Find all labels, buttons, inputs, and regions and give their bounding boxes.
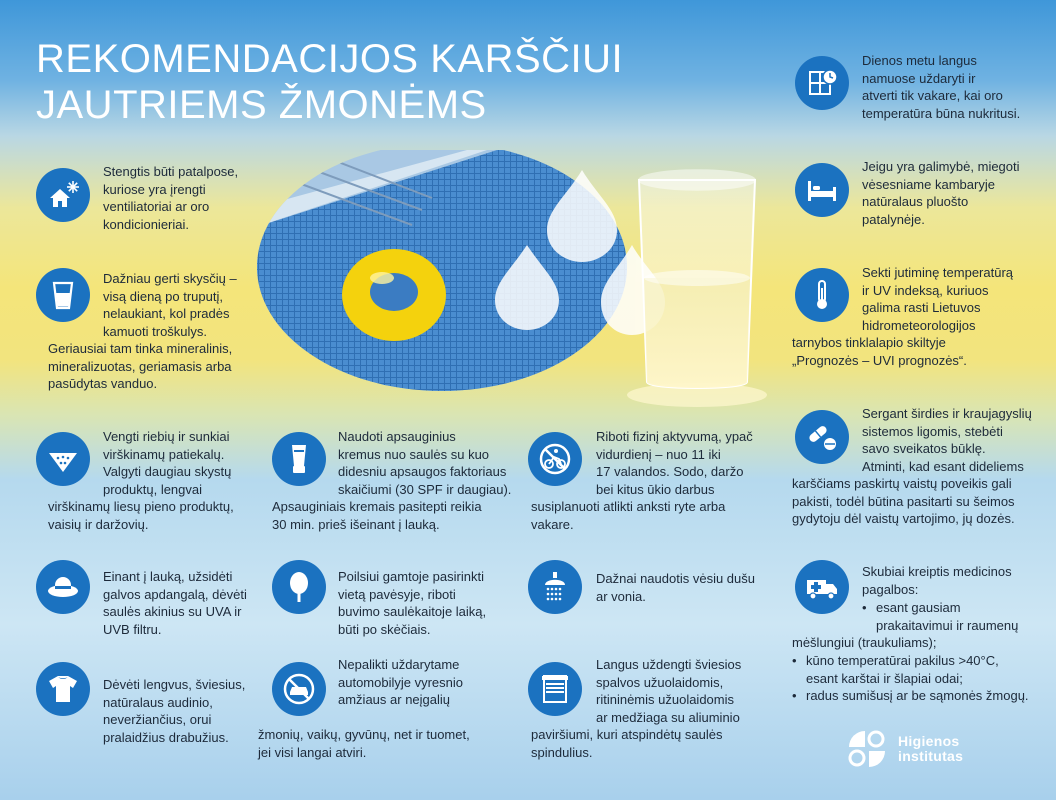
pool-and-glass-illustration	[247, 150, 777, 410]
shower-icon	[528, 560, 582, 614]
no-car-icon	[272, 662, 326, 716]
water-glass-icon	[36, 268, 90, 322]
tip-temperature-text: Sekti jutiminę temperatūrą ir UV indeksą, kuriuos galima rasti Lietuvos hidrometeorologijos	[862, 265, 1014, 333]
tip-food-text-cont: virškinamų liesų pieno produktų, vaisių ir daržovių.	[48, 499, 234, 532]
logo-text: Higienos institutas	[898, 733, 964, 764]
tip-drink-text-cont: Geriausiai tam tinka mineralinis, mineralizuotas, geriamasis arba pasūdytas vanduo.	[48, 341, 233, 391]
tip-sunscreen-text: Naudoti apsauginius kremus nuo saulės su kuo didesniu apsaugos faktoriaus skaičiumi (30 SPF ir daugiau).	[338, 429, 512, 497]
medical-bullet-1-cont: mėšlungiui (traukuliams);	[792, 635, 937, 650]
tip-temperature-text-cont: tarnybos tinklalapio skiltyje „Prognozės – UVI prognozės“.	[792, 335, 967, 368]
logo-mark-icon	[846, 728, 888, 770]
higienos-institutas-logo	[846, 728, 963, 770]
tip-blinds-text: Langus uždengti šviesios spalvos užuolaidomis, ritininėmis užuolaidomis ar medžiaga su aliuminio	[596, 657, 742, 725]
thermometer-icon	[795, 268, 849, 322]
tip-indoors-text: Stengtis būti patalpose, kuriose yra įrengti ventiliatoriai ar oro kondicionieriai.	[103, 164, 239, 232]
bed-icon	[795, 163, 849, 217]
window-blinds-icon	[528, 662, 582, 716]
tip-food-text: Vengti riebių ir sunkiai virškinamų patiekalų. Valgyti daugiau skystų produktų, lengvai	[103, 429, 232, 497]
central-illustration	[247, 150, 777, 410]
tip-drink-text: Dažniau gerti skysčių – visą dieną po truputį, nelaukiant, kol pradės kamuoti troškulys.	[103, 271, 237, 339]
snowflake-house-icon	[36, 168, 90, 222]
tip-sunscreen-text-cont: Apsauginiais kremais pasitepti reikia 30 min. prieš išeinant į lauką.	[272, 499, 482, 532]
title-line-1: REKOMENDACIJOS KARŠČIUI	[36, 37, 624, 81]
tip-car-text: Nepalikti uždarytame automobilyje vyresnio amžiaus ar neįgalių	[338, 657, 464, 707]
tip-health-text: Sergant širdies ir kraujagyslių sistemos ligomis, stebėti savo sveikatos būklę. Atminti, kad esant dideliems	[862, 406, 1032, 474]
tip-blinds-text-cont: paviršiumi, kuri atspindėtų saulės spindulius.	[531, 727, 723, 760]
title-line-2: JAUTRIEMS ŽMONĖMS	[36, 83, 487, 127]
window-clock-icon	[795, 56, 849, 110]
medical-bullet-3: • radus sumišusį ar be sąmonės žmogų.	[792, 687, 1029, 705]
tip-car-text-cont: žmonių, vaikų, gyvūnų, net ir tuomet, jei visi langai atviri.	[258, 727, 470, 760]
sunscreen-tube-icon	[272, 432, 326, 486]
no-cycling-icon	[528, 432, 582, 486]
watermelon-icon	[36, 432, 90, 486]
t-shirt-icon	[36, 662, 90, 716]
tip-hat-text: Einant į lauką, užsidėti galvos apdangalą, dėvėti saulės akinius su UVA ir UVB filtru.	[103, 569, 247, 637]
tip-windows-text: Dienos metu langus namuose uždaryti ir atverti tik vakare, kai oro temperatūra būna nukritusi.	[862, 53, 1021, 121]
tree-icon	[272, 560, 326, 614]
tip-activity-text: Riboti fizinį aktyvumą, ypač vidurdienį – nuo 11 iki 17 valandos. Sodo, daržo bei kitus ūkio darbus	[596, 429, 753, 497]
pills-icon	[795, 410, 849, 464]
ambulance-icon	[795, 560, 849, 614]
tip-health-text-cont: karščiams paskirtų vaistų poveikis gali pakisti, todėl būtina pasitarti su šeimos gydytoju dėl vaistų vartojimo, jų dozės.	[792, 476, 1015, 526]
tip-clothes-text: Dėvėti lengvus, šviesius, natūralaus audinio, neveržiančius, orui pralaidžius drabužius.	[103, 677, 246, 745]
tip-shade-text: Poilsiui gamtoje pasirinkti vietą pavėsyje, riboti buvimo saulėkaitoje laiką, būti po skėčiais.	[338, 569, 487, 637]
tip-sleep-text: Jeigu yra galimybė, miegoti vėsesniame kambaryje natūralaus pluošto patalynėje.	[862, 159, 1020, 227]
medical-bullet-1: • esant gausiam prakaitavimui ir raumenų	[862, 599, 1018, 634]
sun-hat-icon	[36, 560, 90, 614]
medical-bullet-2: • kūno temperatūrai pakilus >40°C, esant karštai ir šlapiai odai;	[792, 652, 999, 687]
tip-activity-text-cont: susiplanuoti atlikti anksti ryte arba vakare.	[531, 499, 726, 532]
tip-shower-text: Dažnai naudotis vėsiu dušu ar vonia.	[596, 571, 755, 604]
tip-medical-text: Skubiai kreiptis medicinos pagalbos:	[862, 564, 1012, 597]
page-title	[36, 36, 623, 128]
glass-of-water	[627, 170, 767, 407]
